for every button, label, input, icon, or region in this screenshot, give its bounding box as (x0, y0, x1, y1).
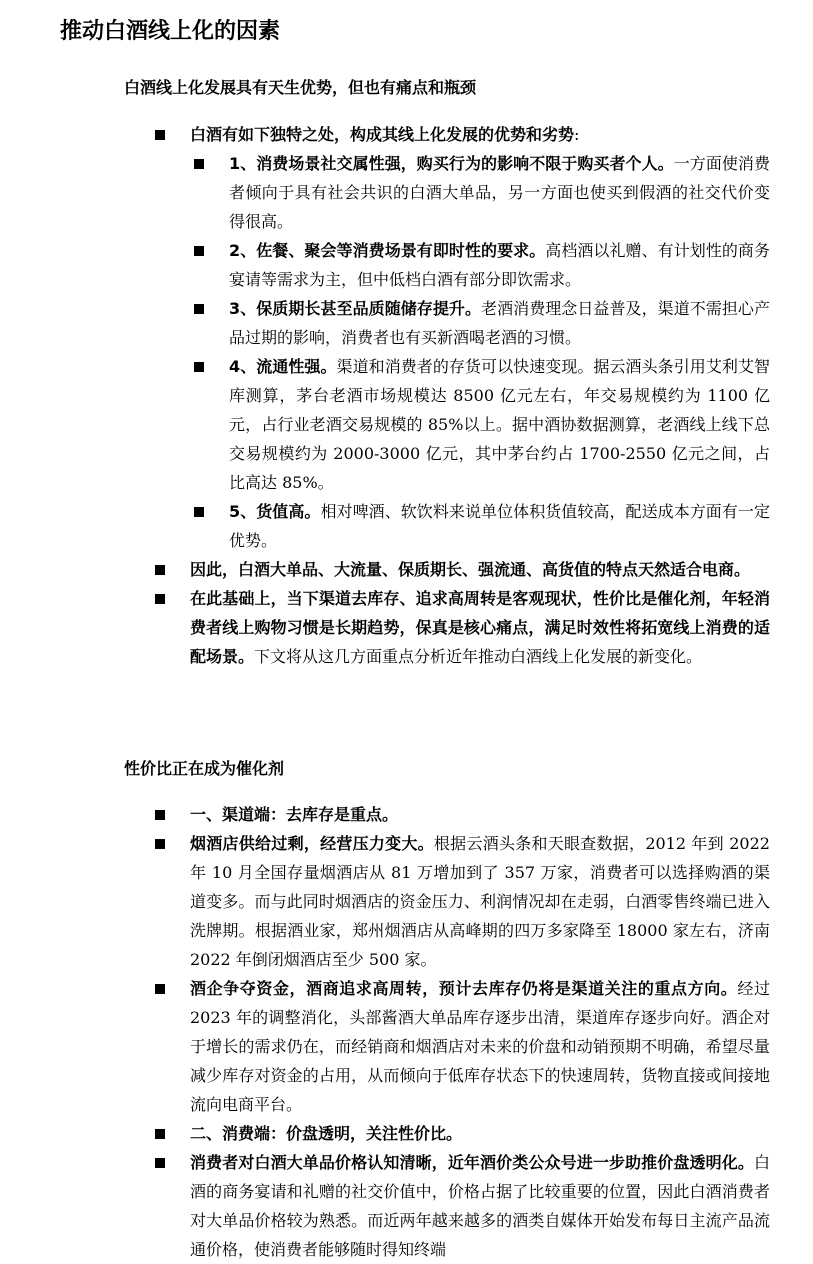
bullet-text (190, 800, 770, 829)
square-bullet-icon (194, 246, 204, 256)
bullet-body: 白酒的商务宴请和礼赠的社交价值中，价格占据了比较重要的位置，因此白酒消费者对大单品价格较为熟悉。而近两年越来越多的酒类自媒体开始发布每日主流产品流通价格，使消费者能够随时得知终端 (190, 1153, 770, 1259)
bullet-bold-lead: 消费者对白酒大单品价格认知清晰，近年酒价类公众号进一步助推价盘透明化。 (190, 1153, 754, 1172)
bullet-body: 渠道和消费者的存货可以快速变现。据云酒头条引用艾利艾智库测算，茅台老酒市场规模达 8500 亿元左右，年交易规模约为 1100 亿元，占行业老酒交易规模的 85%以上。据中酒协数据测算，老酒线上线下总交易规模约为 2000-3000 亿元，其中茅台约占 1700-2550 亿元之间，占比高达 85%。 (229, 357, 770, 492)
bullet-text (229, 149, 770, 236)
bullet-bold-lead: 3、保质期长甚至品质随储存提升。 (229, 299, 482, 318)
bullet-body: 一方面使消费者倾向于具有社会共识的白酒大单品，另一方面也使买到假酒的社交代价变得很高。 (229, 154, 770, 231)
bullet-text (190, 974, 770, 1119)
bullet-list-value-catalyst (0, 800, 813, 1264)
section-title-online-advantages: 白酒线上化发展具有天生优势，但也有痛点和瓶颈 (124, 78, 477, 97)
sub-bullet-item (0, 294, 770, 352)
bullet-body: 经过 2023 年的调整消化，头部酱酒大单品库存逐步出清，渠道库存逐步向好。酒企对于增长的需求仍在，而经销商和烟酒店对未来的价盘和动销预期不明确，希望尽量减少库存对资金的占用，从而倾向于低库存状态下的快速周转，货物直接或间接地流向电商平台。 (190, 979, 770, 1114)
bullet-bold-lead: 白酒有如下独特之处，构成其线上化发展的优势和劣势 (190, 125, 575, 144)
bullet-text (229, 497, 770, 555)
bullet-text (229, 236, 770, 294)
bullet-item (0, 1119, 770, 1148)
bullet-item (0, 555, 770, 584)
bullet-item (0, 584, 770, 671)
bullet-text (190, 120, 770, 149)
square-bullet-icon (155, 130, 165, 140)
sub-bullet-item (0, 497, 770, 555)
square-bullet-icon (155, 1158, 165, 1168)
square-bullet-icon (155, 565, 165, 575)
bullet-text (190, 829, 770, 974)
sub-bullet-item (0, 352, 770, 497)
bullet-text (229, 352, 770, 497)
bullet-text (190, 1119, 770, 1148)
sub-bullet-item (0, 149, 770, 236)
bullet-text (229, 294, 770, 352)
bullet-bold-lead: 酒企争夺资金，酒商追求高周转，预计去库存仍将是渠道关注的重点方向。 (190, 979, 738, 998)
bullet-bold-lead: 5、货值高。 (229, 502, 321, 521)
square-bullet-icon (155, 594, 165, 604)
bullet-bold-lead: 2、佐餐、聚会等消费场景有即时性的要求。 (229, 241, 546, 260)
bullet-bold-lead: 4、流通性强。 (229, 357, 337, 376)
bullet-body: : (574, 125, 580, 144)
bullet-body: 相对啤酒、软饮料来说单位体积货值较高，配送成本方面有一定优势。 (229, 502, 770, 550)
square-bullet-icon (194, 304, 204, 314)
bullet-item (0, 1148, 770, 1264)
bullet-bold-lead: 1、消费场景社交属性强，购买行为的影响不限于购买者个人。 (229, 154, 674, 173)
bullet-text (190, 584, 770, 671)
sub-bullet-item (0, 236, 770, 294)
bullet-bold-lead: 二、消费端：价盘透明，关注性价比。 (190, 1124, 463, 1143)
bullet-item (0, 974, 770, 1119)
square-bullet-icon (155, 810, 165, 820)
page-title: 推动白酒线上化的因素 (60, 19, 281, 44)
square-bullet-icon (155, 1129, 165, 1139)
square-bullet-icon (155, 839, 165, 849)
bullet-list-online-advantages (0, 120, 813, 671)
bullet-item (0, 120, 770, 149)
square-bullet-icon (194, 507, 204, 517)
square-bullet-icon (155, 984, 165, 994)
square-bullet-icon (194, 159, 204, 169)
bullet-body: 根据云酒头条和天眼查数据，2012 年到 2022 年 10 月全国存量烟酒店从 81 万增加到了 357 万家，消费者可以选择购酒的渠道变多。而与此同时烟酒店的资金压力、利润情况却在走弱，白酒零售终端已进入洗牌期。根据酒业家，郑州烟酒店从高峰期的四万多家降至 18000 家左右，济南 2022 年倒闭烟酒店至少 500 家。 (190, 834, 770, 969)
bullet-body: 下文将从这几方面重点分析近年推动白酒线上化发展的新变化。 (254, 647, 703, 666)
bullet-body: 高档酒以礼赠、有计划性的商务宴请等需求为主，但中低档白酒有部分即饮需求。 (229, 241, 770, 289)
bullet-text (190, 1148, 770, 1264)
bullet-bold-lead: 在此基础上，当下渠道去库存、追求高周转是客观现状，性价比是催化剂，年轻消费者线上购物习惯是长期趋势，保真是核心痛点，满足时效性将拓宽线上消费的适配场景。 (190, 589, 770, 666)
bullet-item (0, 829, 770, 974)
bullet-body: 老酒消费理念日益普及，渠道不需担心产品过期的影响，消费者也有买新酒喝老酒的习惯。 (229, 299, 770, 347)
bullet-bold-lead: 一、渠道端：去库存是重点。 (190, 805, 399, 824)
bullet-text (190, 555, 770, 584)
bullet-bold-lead: 因此，白酒大单品、大流量、保质期长、强流通、高货值的特点天然适合电商。 (190, 560, 751, 579)
bullet-bold-lead: 烟酒店供给过剩，经营压力变大。 (190, 834, 434, 853)
section-title-value-catalyst: 性价比正在成为催化剂 (124, 759, 285, 778)
bullet-item (0, 800, 770, 829)
square-bullet-icon (194, 362, 204, 372)
